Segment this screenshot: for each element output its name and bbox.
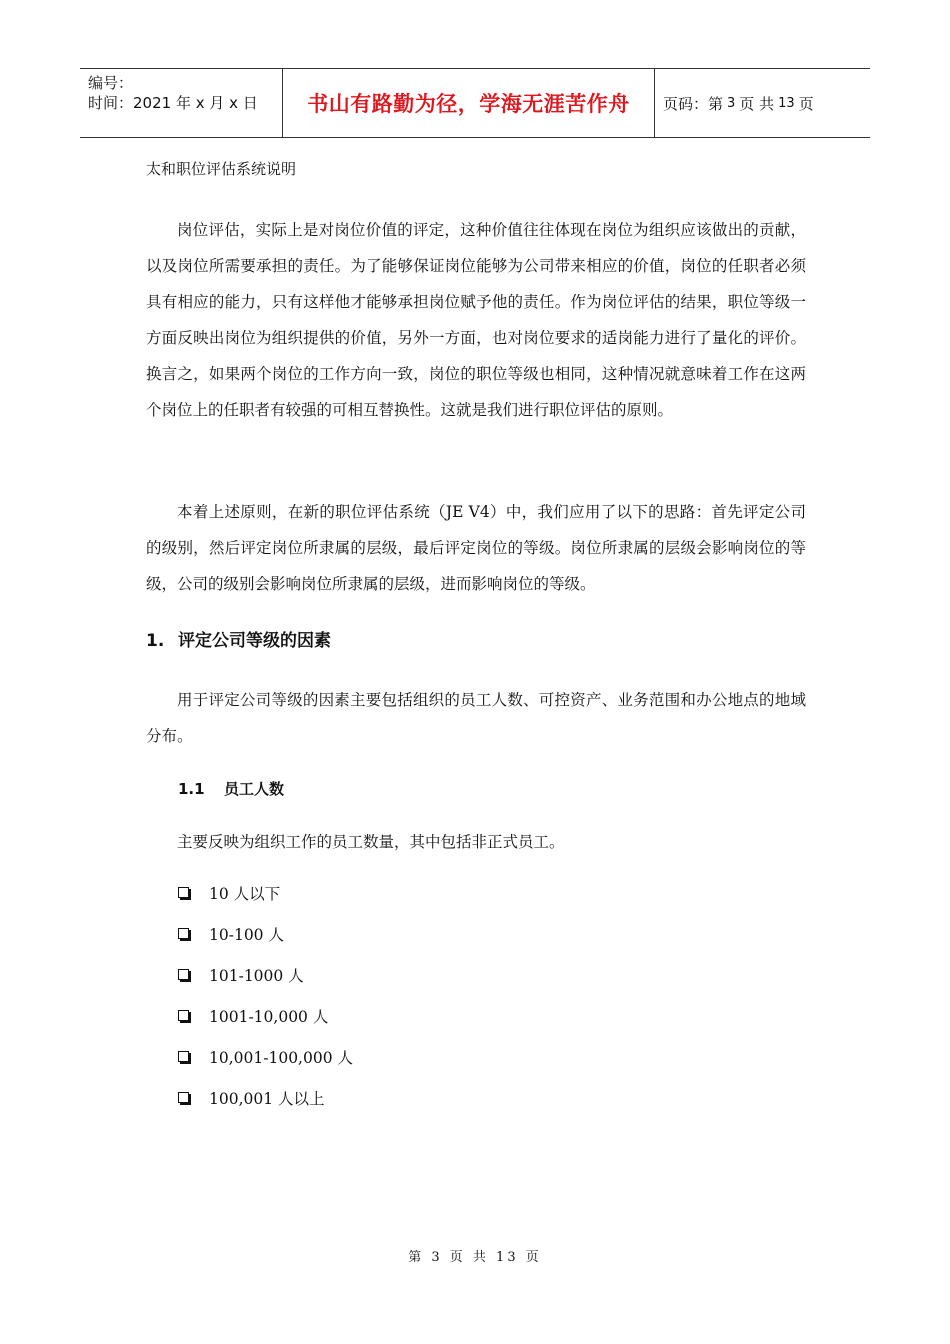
page-prefix: 页码：第 bbox=[663, 94, 724, 113]
option-label: 10-100 人 bbox=[209, 925, 284, 944]
option-label: 101-1000 人 bbox=[209, 966, 304, 985]
header-motto-cell bbox=[282, 69, 655, 137]
option-label: 10,001-100,000 人 bbox=[209, 1048, 353, 1067]
list-item bbox=[178, 995, 353, 1036]
section-1-1-text: 主要反映为组织工作的员工数量，其中包括非正式员工。 bbox=[177, 833, 565, 851]
page-number: 3 bbox=[727, 95, 736, 111]
section-1-1-title: 员工人数 bbox=[224, 780, 285, 798]
section-1-1-number: 1.1 bbox=[178, 780, 205, 798]
header-meta bbox=[80, 69, 282, 137]
section-1-text: 用于评定公司等级的因素主要包括组织的员工人数、可控资产、业务范围和办公地点的地域分布。 bbox=[146, 691, 806, 745]
checkbox-icon bbox=[178, 887, 189, 898]
section-1-number: 1. bbox=[146, 631, 165, 651]
employee-count-options bbox=[178, 872, 353, 1118]
time-label: 时间：2021 年 x 月 x 日 bbox=[88, 94, 258, 112]
page-total: 13 bbox=[778, 95, 795, 111]
option-label: 100,001 人以上 bbox=[209, 1089, 325, 1108]
doc-title: 太和职位评估系统说明 bbox=[146, 160, 297, 178]
section-1-1-heading bbox=[178, 778, 284, 799]
intro-paragraph-1: 岗位评估，实际上是对岗位价值的评定，这种价值往往体现在岗位为组织应该做出的贡献，以及岗位所需要承担的责任。为了能够保证岗位能够为公司带来相应的价值，岗位的任职者必须具有相应的能力，只有这样他才能够承担岗位赋予他的责任。作为岗位评估的结果，职位等级一方面反映出岗位为组织提供的价值，另外一方面，也对岗位要求的适岗能力进行了量化的评价。换言之，如果两个岗位的工作方向一致，岗位的职位等级也相同，这种情况就意味着工作在这两个岗位上的任职者有较强的可相互替换性。这就是我们进行职位评估的原则。 bbox=[146, 221, 806, 419]
list-item bbox=[178, 913, 353, 954]
section-1-title: 评定公司等级的因素 bbox=[178, 631, 331, 651]
number-label: 编号： bbox=[88, 74, 134, 92]
option-label: 10 人以下 bbox=[209, 884, 281, 903]
motto: 书山有路勤为径，学海无涯苦作舟 bbox=[307, 92, 630, 116]
page-mid: 页 共 bbox=[739, 94, 775, 113]
page-suffix: 页 bbox=[798, 94, 814, 113]
intro-paragraph-2: 本着上述原则，在新的职位评估系统（JE V4）中，我们应用了以下的思路：首先评定公司的级别，然后评定岗位所隶属的层级，最后评定岗位的等级。岗位所隶属的层级会影响岗位的等级，公司的级别会影响岗位所隶属的层级，进而影响岗位的等级。 bbox=[146, 503, 806, 593]
page-header bbox=[80, 68, 870, 138]
list-item bbox=[178, 1036, 353, 1077]
option-label: 1001-10,000 人 bbox=[209, 1007, 329, 1026]
checkbox-icon bbox=[178, 928, 189, 939]
header-page-info bbox=[655, 69, 870, 137]
list-item bbox=[178, 954, 353, 995]
checkbox-icon bbox=[178, 1010, 189, 1021]
checkbox-icon bbox=[178, 1092, 189, 1103]
page-footer: 第 3 页 共 13 页 bbox=[408, 1250, 542, 1265]
section-1-heading bbox=[146, 626, 331, 651]
checkbox-icon bbox=[178, 1051, 189, 1062]
list-item bbox=[178, 872, 353, 913]
list-item bbox=[178, 1077, 353, 1118]
checkbox-icon bbox=[178, 969, 189, 980]
